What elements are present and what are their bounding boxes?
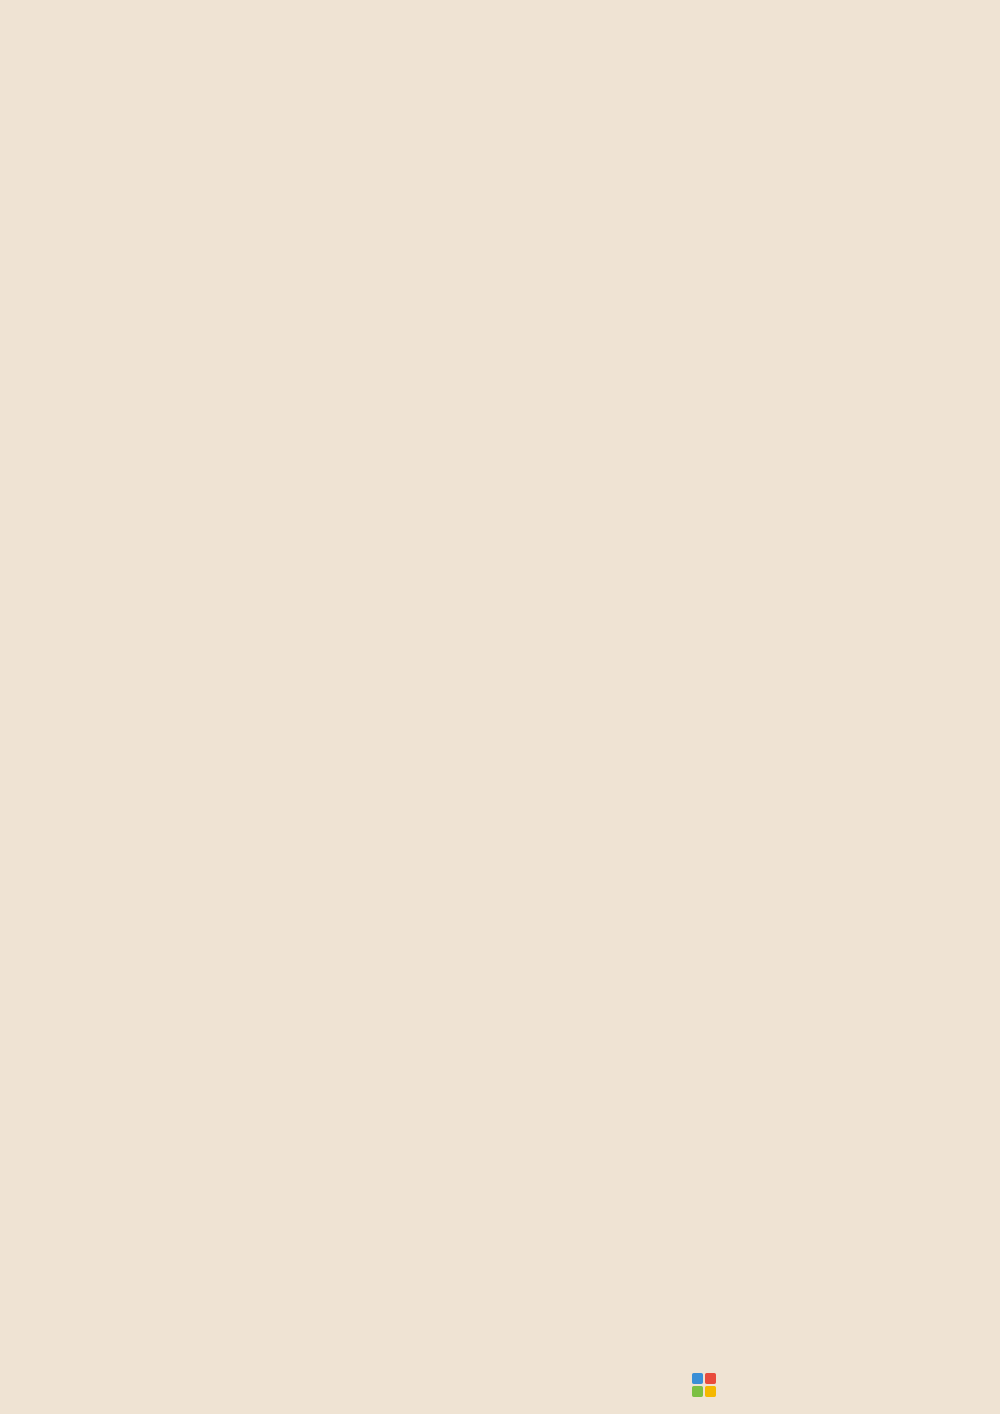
liveworksheets-brand[interactable] (692, 1373, 720, 1397)
liveworksheets-logo-icon (692, 1373, 716, 1397)
